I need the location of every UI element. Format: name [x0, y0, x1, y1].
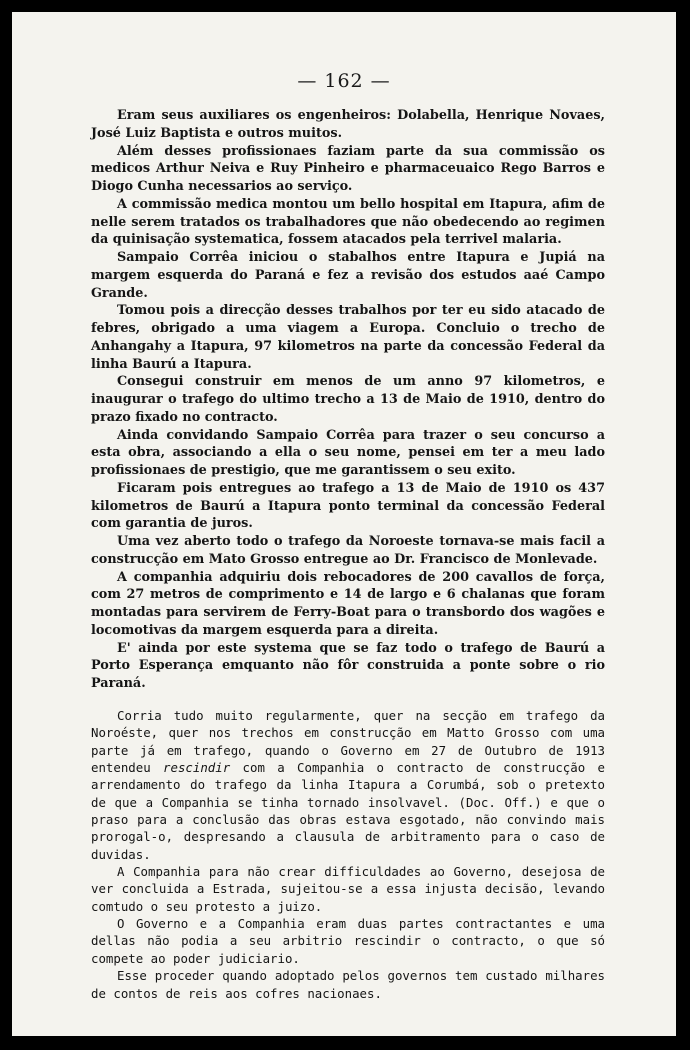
typed-text-block — [91, 707, 605, 1002]
paragraph: Além desses profissionaes faziam parte da sua commissão os medicos Arthur Neiva e Ruy Pinheiro e pharmaceuaico Rego Barros e Diogo Cunha necessarios ao serviço. — [91, 143, 605, 194]
paragraph: A commissão medica montou um bello hospital em Itapura, afim de nelle serem tratados os trabalhadores que não obedecendo ao regimen da quinisação systematica, fossem atacados pela terrivel malaria. — [91, 196, 605, 248]
emphasized-word: rescindir — [163, 760, 231, 776]
bold-text-block — [91, 107, 605, 693]
paragraph: E' ainda por este systema que se faz todo o trafego de Baurú a Porto Esperança emquanto não fôr construida a ponte sobre o rio Paraná. — [91, 640, 605, 691]
paragraph: Uma vez aberto todo o trafego da Noroeste tornava-se mais facil a construcção em Mato Grosso entregue ao Dr. Francisco de Monlevade. — [91, 534, 605, 567]
paragraph — [91, 707, 605, 863]
paragraph: Ainda convidando Sampaio Corrêa para trazer o seu concurso a esta obra, associando a ella o seu nome, pensei em ter a meu lado profissionaes de prestigio, que me garantissem o seu exito. — [91, 427, 605, 478]
page-number: — 162 — — [297, 70, 391, 92]
paragraph: Tomou pois a direcção desses trabalhos por ter eu sido atacado de febres, obrigado a uma viagem a Europa. Concluio o trecho de Anhangahy a Itapura, 97 kilometros na parte da concessão Federal da linha Baurú a Itapura. — [91, 303, 605, 372]
book-page — [12, 12, 676, 1036]
paragraph: Eram seus auxiliares os engenheiros: Dolabella, Henrique Novaes, José Luiz Baptista e outros muitos. — [91, 108, 605, 141]
paragraph: Consegui construir em menos de um anno 97 kilometros, e inaugurar o trafego do ultimo trecho a 13 de Maio de 1910, dentro do prazo fixado no contracto. — [91, 374, 605, 425]
paragraph-text: Corria tudo muito regularmente, quer na secção em trafego da Noroéste, quer nos trechos em construcção em Matto Grosso com uma parte já em trafego, quando o Governo em 27 de Outubro de 1913 entendeu — [91, 708, 605, 776]
paragraph: Ficaram pois entregues ao trafego a 13 de Maio de 1910 os 437 kilometros de Baurú a Itapura ponto terminal da concessão Federal com garantia de juros. — [91, 480, 605, 532]
paragraph: A Companhia para não crear difficuldades ao Governo, desejosa de ver concluida a Estrada, sujeitou-se a essa injusta decisão, levando comtudo o seu protesto a juizo. — [91, 864, 605, 914]
paragraph: Sampaio Corrêa iniciou o stabalhos entre Itapura e Jupiá na margem esquerda do Paraná e fez a revisão dos estudos aaé Campo Grande. — [91, 250, 605, 301]
paragraph: A companhia adquiriu dois rebocadores de 200 cavallos de força, com 27 metros de comprimento e 14 de largo e 6 chalanas que foram montadas para servirem de Ferry-Boat para o transbordo dos wagões e locomotivas da margem esquerda para a direita. — [91, 569, 605, 638]
paragraph-text: com a Companhia o contracto de construcção e arrendamento do trafego da linha Itapura a Corumbá, sob o pretexto de que a Companhia se tinha tornado insolvavel. (Doc. Off.) e que o praso para a conclusão das obras estava esgotado, não convindo mais prorogal-o, despresando a clausula de arbitramento para o caso de duvidas. — [91, 760, 605, 862]
paragraph: O Governo e a Companhia eram duas partes contractantes e uma dellas não podia a seu arbitrio rescindir o contracto, o que só compete ao poder judiciario. — [91, 916, 605, 966]
paragraph: Esse proceder quando adoptado pelos governos tem custado milhares de contos de reis aos cofres nacionaes. — [91, 968, 605, 1001]
